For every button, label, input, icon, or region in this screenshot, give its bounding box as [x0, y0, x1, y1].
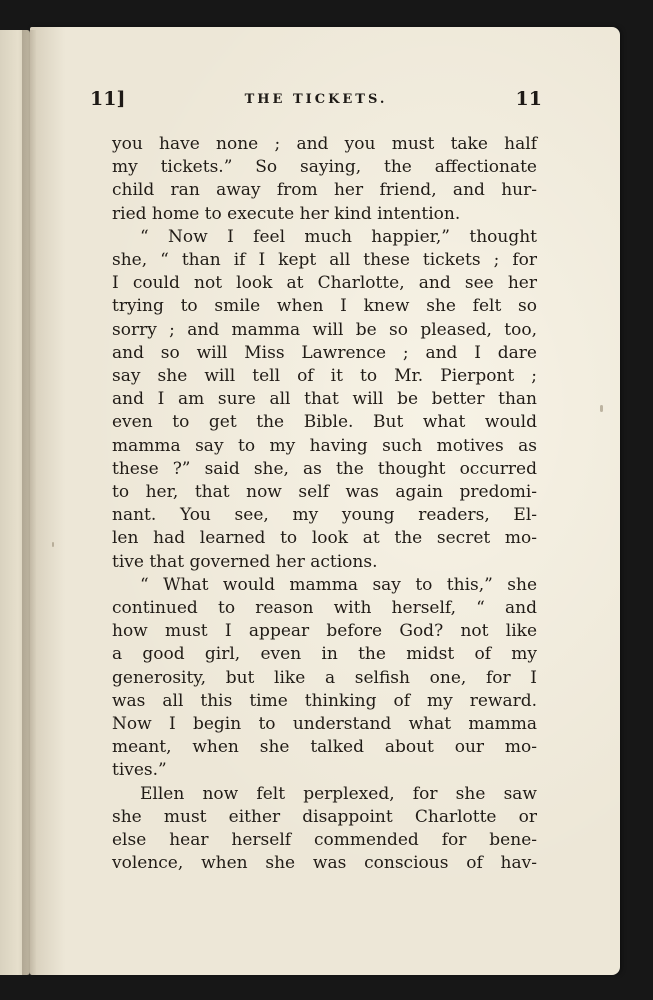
text-line: to her, that now self was again predomi- — [112, 482, 537, 503]
text-line: was all this time thinking of my reward. — [112, 690, 537, 711]
text-line: and so will Miss Lawrence ; and I dare — [112, 342, 537, 363]
text-line: my tickets.” So saying, the affectionate — [112, 157, 537, 178]
paper-fleck — [600, 405, 603, 412]
text-line: you have none ; and you must take half — [112, 134, 537, 154]
page-header — [90, 88, 542, 116]
text-line: say she will tell of it to Mr. Pierpont ; — [112, 366, 537, 387]
text-line: these ?” said she, as the thought occurred — [112, 458, 537, 479]
text-line: even to get the Bible. But what would — [112, 412, 537, 433]
text-line: a good girl, even in the midst of my — [112, 644, 537, 665]
page-number: 11 — [515, 88, 542, 110]
signature-mark: 11] — [90, 88, 126, 110]
text-line: continued to reason with herself, “ and — [112, 598, 537, 619]
text-line: “ What would mamma say to this,” she — [140, 574, 537, 595]
page-body-text — [112, 133, 537, 876]
text-line: “ Now I feel much happier,” thought — [140, 226, 537, 247]
text-line: meant, when she talked about our mo- — [112, 737, 537, 758]
page-gutter-shadow — [22, 30, 36, 975]
text-line: Ellen now felt perplexed, for she saw — [140, 783, 537, 804]
text-line: generosity, but like a selfish one, for I — [112, 667, 537, 688]
paper-fleck — [52, 542, 54, 547]
text-line: child ran away from her friend, and hur- — [112, 180, 537, 201]
text-line: Now I begin to understand what mamma — [112, 714, 537, 735]
text-line: mamma say to my having such motives as — [112, 435, 537, 456]
text-line: trying to smile when I knew she felt so — [112, 296, 537, 317]
text-line: she must either disappoint Charlotte or — [112, 806, 537, 827]
text-line: she, “ than if I kept all these tickets ; for — [112, 250, 537, 271]
text-line: nant. You see, my young readers, El- — [112, 505, 537, 526]
running-title: THE TICKETS. — [244, 92, 388, 107]
text-line: and I am sure all that will be better than — [112, 389, 537, 410]
text-line: len had learned to look at the secret mo- — [112, 528, 537, 549]
text-line: how must I appear before God? not like — [112, 621, 537, 642]
text-line: sorry ; and mamma will be so pleased, too, — [112, 319, 537, 340]
text-line: tive that governed her actions. — [112, 551, 378, 572]
text-line: tives.” — [112, 760, 167, 781]
text-line: else hear herself commended for bene- — [112, 830, 537, 851]
text-line: volence, when she was conscious of hav- — [112, 853, 537, 874]
text-line: I could not look at Charlotte, and see her — [112, 273, 537, 294]
text-line: ried home to execute her kind intention. — [112, 203, 461, 224]
